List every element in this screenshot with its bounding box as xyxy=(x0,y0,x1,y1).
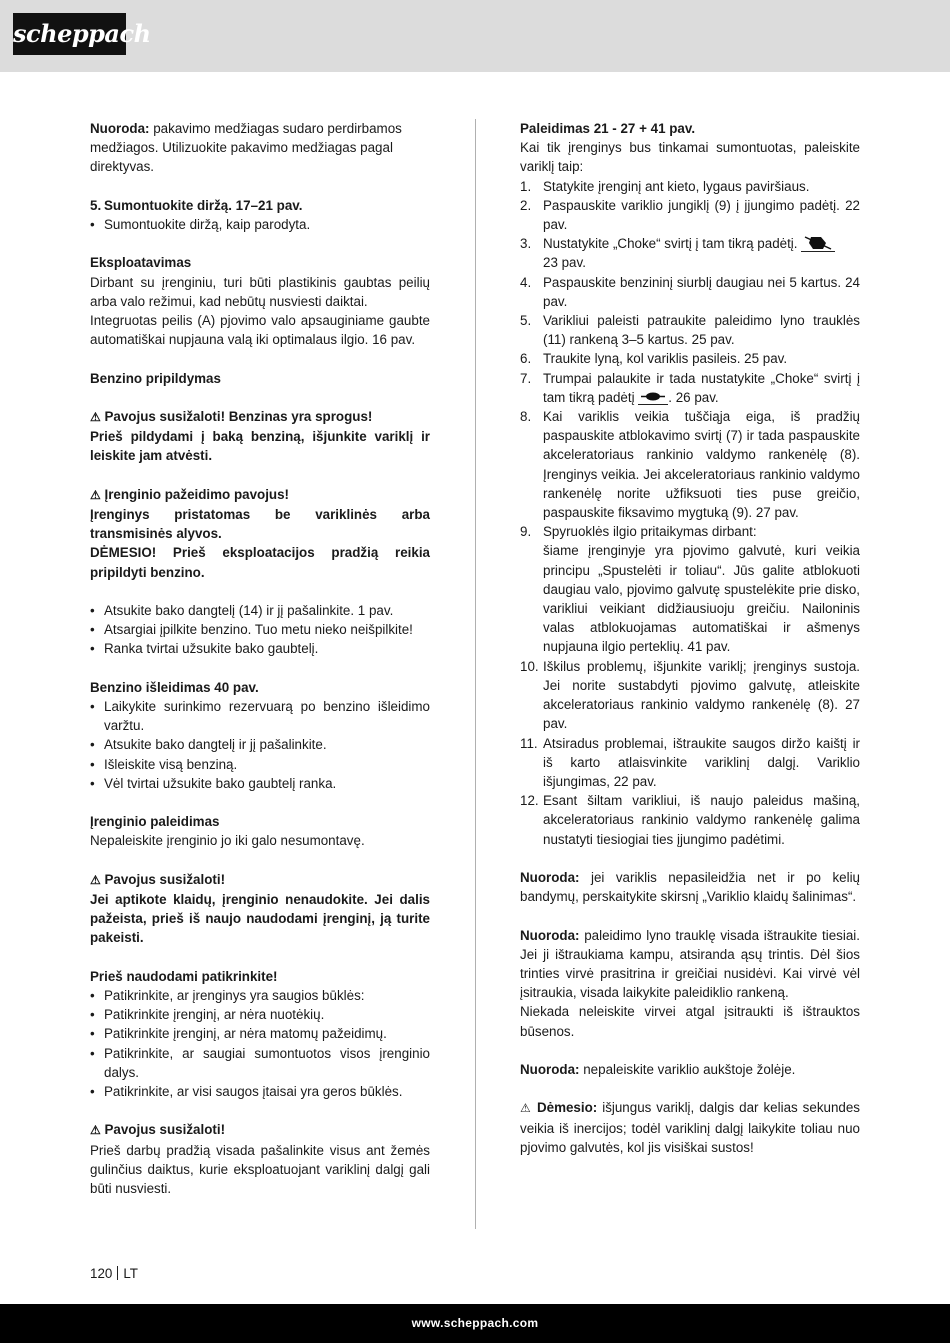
warning-damage-attention: DĖMESIO! Prieš eksploatacijos pradžią reikia pripildyti benzino. xyxy=(90,545,430,580)
start-intro: Kai tik įrenginys bus tinkamai sumontuotas, paleiskite variklį taip: xyxy=(520,140,860,175)
list-item: • Atsargiai įpilkite benzino. Tuo metu nieko neišpilkite! xyxy=(90,620,430,639)
warning-objects: ⚠ Pavojus susižaloti! xyxy=(90,1122,226,1138)
operation-text-2: Integruotas peilis (A) pjovimo valo apsauginiame gaubte automatiškai nupjauna valą iki optimalaus ilgio. 16 pav. xyxy=(90,313,430,348)
choke-closed-icon xyxy=(801,234,835,252)
note-starter-rope-2: Niekada neleiskite virvei atgal įsitraukti iš ištrauktos būsenos. xyxy=(520,1004,860,1039)
start-device-text: Nepaleiskite įrenginio jo iki galo nesumontavę. xyxy=(90,833,365,849)
start-heading: Paleidimas 21 - 27 + 41 pav. xyxy=(520,121,696,136)
list-item: • Išleiskite visą benziną. xyxy=(90,755,430,774)
warning-objects-text: Prieš darbų pradžią visada pašalinkite visus ant žemės gulinčius daiktus, kurie eksploatuojant variklinį dalgį gali būti nusviesti. xyxy=(90,1142,430,1196)
warning-icon: ⚠ xyxy=(520,1101,532,1116)
warning-explosive-text: Prieš pildydami į baką benziną, išjunkite variklį ir leiskite jam atvėsti. xyxy=(90,429,430,464)
scheppach-logo: scheppach xyxy=(13,13,126,55)
website-link[interactable]: www.scheppach.com xyxy=(411,1316,539,1330)
check-heading: Prieš naudodami patikrinkite! xyxy=(90,968,278,984)
list-item: 8. Kai variklis veikia tuščiąja eiga, iš pradžių paspauskite atblokavimo svirtį (7) ir tada paspauskite akceleratoriaus rankinio valdymo rankenėlę (8). Įrenginys veikia. Jei akceleratoriaus rankinio valdymo rankenėlę norite užfiksuoti ties puse greičio, paspauskite fiksavimo mygtuką (9). 27 pav. xyxy=(520,409,860,521)
column-divider xyxy=(475,119,476,1229)
list-item: • Patikrinkite įrenginį, ar nėra nuotėkių. xyxy=(90,1005,430,1024)
list-item: • Ranka tvirtai užsukite bako gaubtelį. xyxy=(90,639,430,658)
note-starter-rope: Nuoroda: paleidimo lyno trauklę visada ištraukite tiesiai. Jei ji ištraukiama kampu, atsiranda ąsų trintis. Dėl šios trinties virvė prasitrina ir greičiai nusidėvi. Kai virvė vėl įsitraukia, visada laikykite paleidiklio rankeną. xyxy=(520,927,860,1001)
warning-explosive: ⚠ Pavojus susižaloti! Benzinas yra sprogus! xyxy=(90,408,373,424)
fill-steps-list xyxy=(90,601,430,659)
start-steps-list xyxy=(520,177,860,849)
list-item: • Patikrinkite, ar visi saugos įtaisai yra geros būklės. xyxy=(90,1082,430,1101)
warning-icon: ⚠ xyxy=(90,1123,101,1138)
warning-damage: ⚠ Įrenginio pažeidimo pavojus! xyxy=(90,486,289,502)
warning-icon: ⚠ xyxy=(90,487,101,502)
list-item: • Vėl tvirtai užsukite bako gaubtelį ranka. xyxy=(90,774,430,793)
right-column xyxy=(520,119,860,1157)
drain-heading: Benzino išleidimas 40 pav. xyxy=(90,679,259,695)
note-troubleshooting: Nuoroda: jei variklis nepasileidžia net ir po kelių bandymų, perskaitykite skirsnį „Variklio klaidų šalinimas“. xyxy=(520,869,860,905)
drain-steps-list xyxy=(90,697,430,793)
fuel-fill-heading: Benzino pripildymas xyxy=(90,370,221,386)
note-packaging: Nuoroda: pakavimo medžiagas sudaro perdirbamos medžiagos. Utilizuokite pakavimo medžiagas pagal direktyvas. xyxy=(90,121,402,175)
list-item: • Patikrinkite, ar saugiai sumontuotos visos įrenginio dalys. xyxy=(90,1044,430,1082)
start-device-heading: Įrenginio paleidimas xyxy=(90,814,220,830)
section-5-heading: 5. Sumontuokite diržą. 17–21 pav. xyxy=(90,197,303,213)
operation-heading: Eksploatavimas xyxy=(90,255,192,271)
warning-damage-text: Įrenginys pristatomas be variklinės arba transmisinės alyvos. xyxy=(90,506,430,542)
list-item: 5. Varikliui paleisti patraukite paleidimo lyno trauklės (11) rankeną 3–5 kartus. 25 pav. xyxy=(520,313,860,348)
list-item: 11. Atsiradus problemai, ištraukite saugos diržo kaištį ir iš karto atlaisvinkite variklinį dalgį. Variklio išjungimas, 22 pav. xyxy=(520,735,860,789)
check-list xyxy=(90,986,430,1101)
warning-icon: ⚠ xyxy=(90,409,101,424)
operation-text: Dirbant su įrenginiu, turi būti plastikinis gaubtas peilių arba valo režimui, kad nebūtų nusviesti daiktai. xyxy=(90,274,430,309)
list-item: 6. Traukite lyną, kol variklis pasileis. 25 pav. xyxy=(520,351,788,367)
attention-inertia: ⚠ Dėmesio: išjungus variklį, dalgis dar kelias sekundes veikia iš inercijos; todėl variklinį dalgį laikykite toliau nuo pjovimo galvutės, kol jis visiškai sustos! xyxy=(520,1100,860,1155)
list-item: • Atsukite bako dangtelį ir jį pašalinkite. xyxy=(90,735,430,754)
list-item: 7. Trumpai palaukite ir tada nustatykite „Choke“ svirtį į tam tikrą padėtį . 26 pav. xyxy=(520,370,860,405)
list-item: 3. Nustatykite „Choke“ svirtį į tam tikrą padėtį. 23 pav. xyxy=(520,234,860,272)
list-item: • Laikykite surinkimo rezervuarą po benzino išleidimo varžtu. xyxy=(90,697,430,735)
left-column xyxy=(90,119,430,1198)
list-item: 10. Iškilus problemų, išjunkite variklį; įrenginys sustoja. Jei norite sustabdyti pjovimo galvutę, atleiskite akceleratoriaus rankinio valdymo rankenėlę (8). 27 pav. xyxy=(520,658,860,732)
warning-injury: ⚠ Pavojus susižaloti! xyxy=(90,871,226,887)
list-item: • Atsukite bako dangtelį (14) ir jį pašalinkite. 1 pav. xyxy=(90,601,430,620)
page-number: 120 LT xyxy=(90,1266,138,1281)
section-5-list xyxy=(90,215,430,234)
list-item: • Sumontuokite diržą, kaip parodyta. xyxy=(90,215,430,234)
list-item: 4. Paspauskite benzininį siurblį daugiau nei 5 kartus. 24 pav. xyxy=(520,274,860,309)
choke-open-icon xyxy=(638,389,668,405)
warning-injury-text: Jei aptikote klaidų, įrenginio nenaudokite. Jei dalis pažeista, prieš iš naujo naudodami įrenginį, ją turite pakeisti. xyxy=(90,891,430,946)
page-header xyxy=(0,0,950,72)
list-item: 2. Paspauskite variklio jungiklį (9) į įjungimo padėtį. 22 pav. xyxy=(520,197,860,233)
note-high-grass: Nuoroda: nepaleiskite variklio aukštoje žolėje. xyxy=(520,1061,796,1077)
page-separator xyxy=(117,1266,118,1280)
list-item: 1. Statykite įrenginį ant kieto, lygaus paviršiaus. xyxy=(520,178,810,194)
list-item: 12. Esant šiltam varikliui, iš naujo paleidus mašiną, akceleratoriaus rankinio valdymo rankenėlę galima nustatyti tiesiogiai ties įjungimo padėtimi. xyxy=(520,793,860,847)
list-item: • Patikrinkite, ar įrenginys yra saugios būklės: xyxy=(90,986,430,1005)
list-item: 9. Spyruoklės ilgio pritaikymas dirbant: šiame įrenginyje yra pjovimo galvutė, kuri veikia principu „Spustelėti ir toliau“. Jūs galite atblokuoti daugiau valo, pjovimo galvutę spustelėkite prie disko, varikliui veikiant didžiausiuoju greičiu. Nailoninis valas atblokuojamas automatiškai ir ašmenys nupjauna ilgio perteklių. 41 pav. xyxy=(520,524,860,655)
warning-icon: ⚠ xyxy=(90,872,101,887)
list-item: • Patikrinkite įrenginį, ar nėra matomų pažeidimų. xyxy=(90,1024,430,1043)
